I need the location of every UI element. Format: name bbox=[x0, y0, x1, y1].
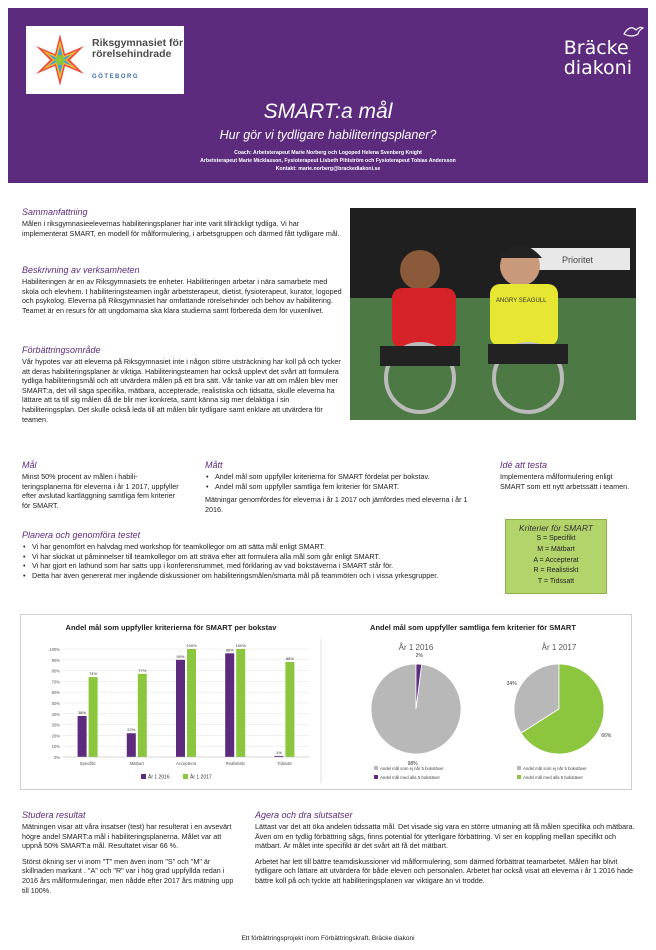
legend-label: Andel mål som ej når 5 bokstäver bbox=[523, 766, 587, 771]
pie-subtitle: År 1 2016 bbox=[398, 643, 434, 652]
y-tick-label: 100% bbox=[49, 647, 60, 652]
criteria-heading: Kriterier för SMART bbox=[519, 523, 593, 533]
x-tick-label: Accepterat bbox=[175, 761, 197, 766]
legend-label: Andel mål med alla 5 bokstäver bbox=[523, 775, 583, 780]
legend-swatch bbox=[183, 774, 188, 779]
bar-2017 bbox=[187, 649, 196, 757]
heading-studera: Studera resultat bbox=[22, 810, 86, 820]
section-matt bbox=[205, 460, 487, 514]
text-forbattringsomrade: Vår hypotes var att eleverna på Riksgymnasiet inte i någon större utsträckning har koll på och tycker att deras habiliteringsplaner är viktiga. Habiliteringsteamen har också upplevt det svårt att formulera tydliga habiliteringsmål och att utvärdera målen på ett bra sätt. Vår tanke var att om målen blev mer SMART:a, det vill säga specifika, mätbara, accepterade, realistiska och tidsatta, skulle eleverna ha lättare att ta till sig målen då de blir mer konkreta, samt känna sig mer delaktiga i sin habiliteringsplan. Det skulle också leda till att målen blir tydligare samt enklare att utvärdera för teamen. bbox=[22, 357, 341, 424]
x-tick-label: Tidssatt bbox=[277, 761, 292, 766]
y-tick-label: 40% bbox=[51, 711, 60, 717]
bar-2017 bbox=[89, 677, 98, 757]
text-agera-1: Lättast var det att öka andelen tidssatta mål. Det visade sig vara en större utmaning att få målen specifika och mätbara. Även om en tydlig förbättring sågs, finns potential för ytterligare förbättring. Vi ser en koppling mellan specifikt och mätbart. Är målet inte specifikt är det svårt att få det mätbart. bbox=[255, 822, 635, 851]
logo-city: GÖTEBORG bbox=[92, 74, 140, 80]
section-studera bbox=[22, 810, 234, 895]
planera-list bbox=[22, 542, 482, 580]
students-photo bbox=[350, 208, 636, 420]
legend-label: År 1 2017 bbox=[190, 774, 212, 781]
logo-line1: Riksgymnasiet för bbox=[92, 37, 184, 49]
bar-data-label: 38% bbox=[78, 709, 87, 715]
bar-data-label: 100% bbox=[186, 643, 197, 648]
heading-matt: Mått bbox=[205, 460, 223, 470]
pie-chart-title: Andel mål som uppfyller samtliga fem kriterier för SMART bbox=[370, 623, 576, 632]
matt-bullet: • Andel mål som uppfyller samtliga fem kriterier för SMART. bbox=[205, 482, 487, 492]
legend-swatch bbox=[517, 766, 521, 770]
y-tick-label: 30% bbox=[51, 722, 60, 728]
section-ide bbox=[500, 460, 630, 491]
section-mal bbox=[22, 460, 182, 510]
y-tick-label: 90% bbox=[51, 657, 60, 663]
criteria-item: T = Tidssatt bbox=[537, 578, 575, 586]
pie-subtitle: År 1 2017 bbox=[541, 643, 577, 652]
y-tick-label: 10% bbox=[51, 744, 60, 750]
y-tick-label: 70% bbox=[51, 679, 60, 685]
bar-2017 bbox=[285, 662, 294, 757]
criteria-list bbox=[506, 534, 606, 588]
x-tick-label: Realistiskt bbox=[225, 761, 245, 766]
bar-2017 bbox=[236, 649, 245, 757]
section-forbattringsomrade bbox=[22, 345, 344, 424]
planera-bullet: • Vi har genomfört en halvdag med workshop för teamkollegor om att sätta mål enligt SMART. bbox=[22, 542, 482, 552]
bar-2016 bbox=[127, 733, 136, 757]
legend-swatch bbox=[374, 775, 378, 779]
section-agera bbox=[255, 810, 637, 886]
legend-label: Andel mål med alla 5 bokstäver bbox=[380, 775, 440, 780]
text-mal: Minst 50% procent av målen i habili-teringsplanerna för eleverna i år 1 2017, uppfyller efter avslutad kartläggning samtliga fem kriterier för SMART. bbox=[22, 472, 179, 510]
pie-data-label: 98% bbox=[407, 760, 418, 767]
matt-bullet: • Andel mål som uppfyller kriterierna för SMART fördelat per bokstav. bbox=[205, 472, 487, 482]
photo-banner-text: Prioritet bbox=[562, 255, 594, 265]
x-tick-label: Specifikt bbox=[79, 761, 96, 766]
legend-label: År 1 2016 bbox=[148, 774, 170, 781]
brand-line2: diakoni bbox=[563, 57, 632, 79]
bar-data-label: 74% bbox=[89, 671, 98, 677]
text-sammanfattning: Målen i riksgymnasieelevernas habiliteringsplaner har inte varit tillräckligt tydliga. Vi har implementerat SMART, en modell för målformulering, i arbetsgruppen och därmed fått tydligare mål. bbox=[22, 219, 340, 238]
legend-swatch bbox=[141, 774, 146, 779]
header-banner bbox=[8, 8, 648, 183]
matt-list bbox=[205, 472, 487, 491]
bar-data-label: 100% bbox=[235, 643, 246, 648]
pie-data-label: 2% bbox=[415, 653, 424, 660]
text-studera-2: Störst ökning ser vi inom "T" men även inom "S" och "M" är skillnaden markant . "A" och "R" var i hög grad uppfyllda redan i 2016 års målformuleringar, men nådde efter 2017 års mätning upp till 100%. bbox=[22, 856, 234, 895]
school-logo bbox=[26, 26, 184, 94]
criteria-item: A = Accepterat bbox=[533, 556, 579, 564]
criteria-item: S = Specifikt bbox=[536, 535, 576, 542]
heading-planera: Planera och genomföra testet bbox=[22, 530, 141, 540]
text-agera-2: Arbetet har lett till bättre teamdiskussioner vid målformulering, som därmed förbättrat teamarbetet. Målen har blivit tydligare och lättare att utvärdera för både eleven och personalen. Arbetet har också visat att eleverna i år 1 2016 hade bättre koll på och tyckte att habiliteringsplanen var viktigare än vi trodde. bbox=[255, 856, 633, 885]
y-tick-label: 20% bbox=[51, 733, 60, 739]
criteria-item: R = Realistiskt bbox=[533, 567, 579, 575]
legend-swatch bbox=[517, 775, 521, 779]
text-matt: Mätningar genomfördes för eleverna i år 1 2017 och jämfördes med eleverna i år 1 2016. bbox=[205, 495, 468, 514]
charts-svg bbox=[21, 615, 633, 791]
bar-data-label: 77% bbox=[138, 667, 147, 673]
y-tick-label: 0% bbox=[53, 755, 60, 760]
authors-line1: Coach: Arbetsterapeut Marie Norberg och Logoped Helena Svenberg Knight bbox=[234, 150, 422, 156]
authors-line2: Arbetsterapeut Marie Micklasson, Fysioterapeut Lisbeth Pihlström och Fysioterapeut Tobias Andersson bbox=[200, 158, 456, 164]
planera-bullet: • Detta har även genererat mer ingående diskussioner om habiliteringsmålen/smarta mål på teammöten och i vissa yrkesgrupper. bbox=[22, 571, 482, 581]
criteria-item: M = Mätbart bbox=[537, 545, 575, 553]
logo-line2: rörelsehindrade bbox=[92, 48, 172, 60]
bar-2016 bbox=[225, 653, 234, 757]
bar-data-label: 88% bbox=[285, 655, 294, 661]
heading-sammanfattning: Sammanfattning bbox=[22, 207, 88, 217]
text-studera-1: Mätningen visar att våra insatser (test) har resulterat i en avsevärt högre andel SMART:a mål i habiliteringsplanerna. Målet var att uppnå 50% SMART:a mål. Resultatet visar 66 %. bbox=[22, 822, 232, 851]
y-tick-label: 80% bbox=[51, 668, 60, 674]
charts-panel bbox=[20, 614, 632, 790]
photo-illustration bbox=[350, 208, 636, 420]
section-planera bbox=[22, 530, 482, 580]
star-logo-icon bbox=[32, 32, 88, 88]
bar-2016 bbox=[78, 716, 87, 757]
bar-2017 bbox=[138, 674, 147, 757]
criteria-box bbox=[505, 519, 607, 594]
authors bbox=[8, 149, 648, 173]
footer: Ett förbättringsprojekt inom Förbättringskraft, Bräcke diakoni bbox=[241, 935, 415, 942]
heading-ide: Idé att testa bbox=[500, 460, 548, 470]
section-beskrivning bbox=[22, 265, 344, 315]
bar-data-label: 90% bbox=[176, 653, 185, 659]
text-ide: Implementera målformulering enligt SMART som ett nytt arbetssätt i teamen. bbox=[500, 472, 630, 491]
pie-data-label: 34% bbox=[506, 680, 517, 687]
poster-title: SMART:a mål bbox=[263, 100, 393, 123]
legend-label: Andel mål som ej når 5 bokstäver bbox=[380, 766, 444, 771]
planera-bullet: • Vi har skickat ut påminnelser till teamkollegor om att sträva efter att formulera alla mål som går enligt SMART. bbox=[22, 552, 482, 562]
bar-data-label: 96% bbox=[225, 647, 234, 653]
heading-mal: Mål bbox=[22, 460, 37, 470]
x-tick-label: Mätbart bbox=[129, 761, 144, 766]
heading-agera: Agera och dra slutsatser bbox=[255, 810, 353, 820]
photo-shirt-text: ANGRY SEAGULL bbox=[496, 298, 547, 304]
text-beskrivning: Habiliteringen är en av Riksgymnasiets tre enheter. Habiliteringen arbetar i nära samarbete med skola och elevhem. I habiliteringsteamen ingår arbetsterapeut, dietist, fysioterapeut, kurator, logoped och psykolog. Eleverna på Riksgymnasiet har omfattande rörelsehinder och behov av habilitering. Teamet är en resurs för att ungdomarna ska klara studierna samt förbereda dem för vuxenlivet. bbox=[22, 277, 342, 315]
poster-subtitle: Hur gör vi tydligare habiliteringsplaner? bbox=[219, 128, 437, 142]
brand-logo bbox=[564, 38, 632, 78]
contact-line: Kontakt: marie.norberg@brackediakoni.se bbox=[275, 166, 381, 172]
brand-line1: Bräcke bbox=[563, 37, 629, 59]
bar-data-label: 22% bbox=[127, 727, 136, 733]
bar-chart-title: Andel mål som uppfyller kriterierna för SMART per bokstav bbox=[65, 623, 277, 632]
bar-data-label: 1% bbox=[276, 749, 282, 755]
planera-bullet: • Vi har gjort en lathund som har satts upp i konferensrummet, med förklaring av vad bokstäverna i SMART står för. bbox=[22, 561, 482, 571]
y-tick-label: 50% bbox=[51, 701, 60, 706]
pie-data-label: 66% bbox=[601, 733, 612, 740]
logo-text bbox=[92, 38, 183, 60]
heading-beskrivning: Beskrivning av verksamheten bbox=[22, 265, 140, 275]
section-sammanfattning bbox=[22, 207, 344, 238]
heading-forbattringsomrade: Förbättringsområde bbox=[22, 345, 101, 355]
bird-icon bbox=[622, 24, 644, 38]
y-tick-label: 60% bbox=[51, 690, 60, 696]
legend-swatch bbox=[374, 766, 378, 770]
bar-2016 bbox=[176, 660, 185, 757]
